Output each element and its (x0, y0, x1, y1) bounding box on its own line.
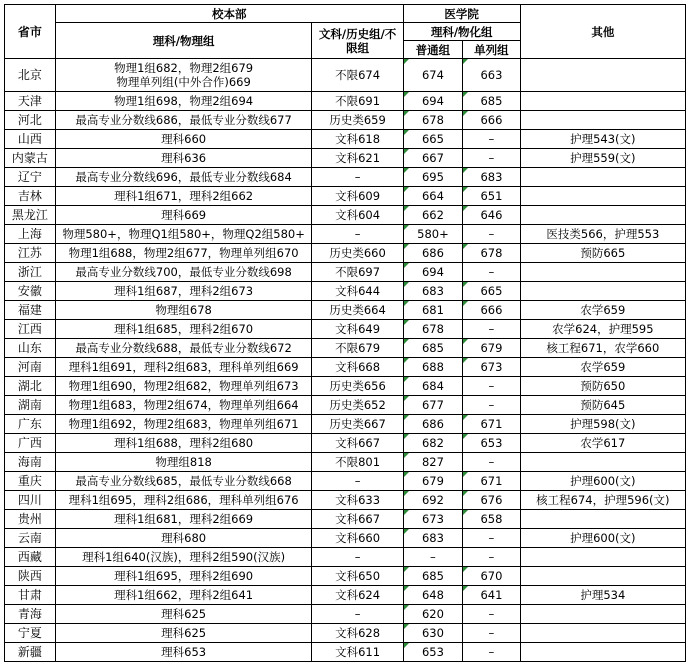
school-liberal-cell: 文科604 (312, 206, 403, 225)
table-row (5, 282, 686, 301)
med-regular-cell: 630 (403, 624, 462, 643)
province-cell: 内蒙古 (5, 149, 56, 168)
school-liberal-cell: 文科668 (312, 358, 403, 377)
other-cell: 农学659 (520, 358, 685, 377)
school-liberal-cell: 文科650 (312, 567, 403, 586)
med-single-cell: 685 (463, 92, 521, 111)
med-regular-cell: 620 (403, 605, 462, 624)
med-regular-cell: 665 (403, 130, 462, 149)
med-regular-cell: 682 (403, 434, 462, 453)
table-row (5, 453, 686, 472)
med-regular-cell: 684 (403, 377, 462, 396)
med-regular-cell: 662 (403, 206, 462, 225)
med-regular-cell: 674 (403, 59, 462, 92)
school-science-cell: 理科680 (55, 529, 312, 548)
med-single-cell: 673 (463, 358, 521, 377)
school-liberal-cell: 文科660 (312, 529, 403, 548)
other-cell: 护理600(文) (520, 472, 685, 491)
school-liberal-cell: 历史类660 (312, 244, 403, 263)
province-cell: 湖南 (5, 396, 56, 415)
med-single-cell: – (463, 377, 521, 396)
table-row (5, 605, 686, 624)
med-regular-cell: 673 (403, 510, 462, 529)
table-row (5, 130, 686, 149)
school-liberal-cell: 历史类667 (312, 415, 403, 434)
province-cell: 广东 (5, 415, 56, 434)
province-cell: 重庆 (5, 472, 56, 491)
school-science-cell: 理科1组685，理科2组670 (55, 320, 312, 339)
province-cell: 云南 (5, 529, 56, 548)
other-cell: 核工程671，农学660 (520, 339, 685, 358)
table-row (5, 377, 686, 396)
header-med-sub: 理科/物化组 (403, 23, 520, 41)
med-single-cell: – (463, 624, 521, 643)
table-row (5, 320, 686, 339)
province-cell: 山西 (5, 130, 56, 149)
header-school-liberal: 文科/历史组/不限组 (312, 23, 403, 59)
school-science-cell: 最高专业分数线696，最低专业分数线684 (55, 168, 312, 187)
med-single-cell: – (463, 320, 521, 339)
med-single-cell: 666 (463, 301, 521, 320)
header-school-science: 理科/物理组 (55, 23, 312, 59)
other-cell (520, 187, 685, 206)
province-cell: 广西 (5, 434, 56, 453)
province-cell: 辽宁 (5, 168, 56, 187)
table-row (5, 301, 686, 320)
table-row (5, 548, 686, 567)
school-science-cell: 最高专业分数线688，最低专业分数线672 (55, 339, 312, 358)
med-single-cell: 666 (463, 111, 521, 130)
med-regular-cell: 580+ (403, 225, 462, 244)
med-single-cell: 671 (463, 415, 521, 434)
table-row (5, 168, 686, 187)
school-liberal-cell: 文科618 (312, 130, 403, 149)
other-cell (520, 111, 685, 130)
med-single-cell: – (463, 605, 521, 624)
school-liberal-cell: – (312, 605, 403, 624)
header-med-group: 医学院 (403, 5, 520, 23)
school-science-cell: 最高专业分数线700，最低专业分数线698 (55, 263, 312, 282)
school-science-cell: 理科1组695，理科2组690 (55, 567, 312, 586)
other-cell (520, 263, 685, 282)
other-cell: 护理559(文) (520, 149, 685, 168)
med-single-cell: 670 (463, 567, 521, 586)
school-science-cell: 物理1组688，物理2组677，物理单列组670 (55, 244, 312, 263)
province-cell: 黑龙江 (5, 206, 56, 225)
province-cell: 湖北 (5, 377, 56, 396)
med-single-cell: – (463, 263, 521, 282)
table-row (5, 529, 686, 548)
province-cell: 上海 (5, 225, 56, 244)
other-cell: 护理598(文) (520, 415, 685, 434)
med-single-cell: – (463, 643, 521, 662)
other-cell: 护理543(文) (520, 130, 685, 149)
school-liberal-cell: 不限679 (312, 339, 403, 358)
school-science-cell: 理科625 (55, 624, 312, 643)
other-cell: 预防645 (520, 396, 685, 415)
province-cell: 甘肃 (5, 586, 56, 605)
province-cell: 安徽 (5, 282, 56, 301)
school-liberal-cell: 文科628 (312, 624, 403, 643)
med-regular-cell: 695 (403, 168, 462, 187)
med-single-cell: 683 (463, 168, 521, 187)
province-cell: 江西 (5, 320, 56, 339)
other-cell (520, 567, 685, 586)
province-cell: 福建 (5, 301, 56, 320)
table-row (5, 510, 686, 529)
school-liberal-cell: 文科649 (312, 320, 403, 339)
school-science-cell: 物理1组692，物理2组683，物理单列组671 (55, 415, 312, 434)
score-table (4, 4, 686, 662)
med-regular-cell: 694 (403, 92, 462, 111)
other-cell: 医技类566，护理553 (520, 225, 685, 244)
province-cell: 浙江 (5, 263, 56, 282)
table-row (5, 59, 686, 92)
med-regular-cell: 686 (403, 244, 462, 263)
med-regular-cell: 677 (403, 396, 462, 415)
school-liberal-cell: 文科621 (312, 149, 403, 168)
province-cell: 河南 (5, 358, 56, 377)
school-science-cell: 理科660 (55, 130, 312, 149)
table-row (5, 624, 686, 643)
med-single-cell: – (463, 396, 521, 415)
school-liberal-cell: 文科611 (312, 643, 403, 662)
school-science-cell: 最高专业分数线686，最低专业分数线677 (55, 111, 312, 130)
other-cell (520, 605, 685, 624)
school-science-cell: 理科625 (55, 605, 312, 624)
other-cell: 农学659 (520, 301, 685, 320)
med-regular-cell: 685 (403, 567, 462, 586)
table-row (5, 358, 686, 377)
school-science-cell: 理科1组695，理科2组686，理科单列组676 (55, 491, 312, 510)
school-liberal-cell: 历史类656 (312, 377, 403, 396)
med-regular-cell: 678 (403, 111, 462, 130)
table-row (5, 415, 686, 434)
school-liberal-cell: 不限674 (312, 59, 403, 92)
table-row (5, 567, 686, 586)
school-liberal-cell: – (312, 225, 403, 244)
province-cell: 吉林 (5, 187, 56, 206)
table-row (5, 263, 686, 282)
med-regular-cell: 683 (403, 282, 462, 301)
school-liberal-cell: 不限691 (312, 92, 403, 111)
school-liberal-cell: 不限801 (312, 453, 403, 472)
med-regular-cell: 667 (403, 149, 462, 168)
school-science-cell: 物理组818 (55, 453, 312, 472)
province-cell: 海南 (5, 453, 56, 472)
med-regular-cell: 688 (403, 358, 462, 377)
med-single-cell: – (463, 225, 521, 244)
other-cell: 护理534 (520, 586, 685, 605)
table-row (5, 149, 686, 168)
school-science-cell: 理科1组688，理科2组680 (55, 434, 312, 453)
med-regular-cell: 686 (403, 415, 462, 434)
other-cell (520, 548, 685, 567)
med-regular-cell: 664 (403, 187, 462, 206)
med-single-cell: – (463, 548, 521, 567)
school-science-cell: 理科636 (55, 149, 312, 168)
school-liberal-cell: – (312, 548, 403, 567)
other-cell: 预防650 (520, 377, 685, 396)
province-cell: 山东 (5, 339, 56, 358)
med-regular-cell: 683 (403, 529, 462, 548)
other-cell: 农学617 (520, 434, 685, 453)
table-row (5, 339, 686, 358)
school-liberal-cell: 文科667 (312, 510, 403, 529)
school-liberal-cell: 历史类664 (312, 301, 403, 320)
school-science-cell: 理科1组691，理科2组683，理科单列组669 (55, 358, 312, 377)
med-regular-cell: 694 (403, 263, 462, 282)
table-row (5, 92, 686, 111)
med-single-cell: – (463, 529, 521, 548)
med-single-cell: 658 (463, 510, 521, 529)
med-regular-cell: 685 (403, 339, 462, 358)
med-single-cell: 671 (463, 472, 521, 491)
school-science-cell: 理科1组662，理科2组641 (55, 586, 312, 605)
table-row (5, 586, 686, 605)
med-single-cell: 641 (463, 586, 521, 605)
med-single-cell: 676 (463, 491, 521, 510)
other-cell (520, 92, 685, 111)
school-science-cell: 理科1组681，理科2组669 (55, 510, 312, 529)
other-cell: 核工程674，护理596(文) (520, 491, 685, 510)
school-science-cell: 物理组678 (55, 301, 312, 320)
school-liberal-cell: – (312, 472, 403, 491)
other-cell (520, 282, 685, 301)
school-liberal-cell: 文科609 (312, 187, 403, 206)
other-cell (520, 643, 685, 662)
table-row (5, 206, 686, 225)
school-liberal-cell: 不限697 (312, 263, 403, 282)
header-med-single: 单列组 (463, 41, 521, 59)
med-single-cell: 678 (463, 244, 521, 263)
other-cell: 预防665 (520, 244, 685, 263)
school-liberal-cell: 文科633 (312, 491, 403, 510)
province-cell: 江苏 (5, 244, 56, 263)
province-cell: 北京 (5, 59, 56, 92)
med-single-cell: 646 (463, 206, 521, 225)
header-med-regular: 普通组 (403, 41, 462, 59)
table-row (5, 472, 686, 491)
table-row (5, 225, 686, 244)
province-cell: 陕西 (5, 567, 56, 586)
province-cell: 青海 (5, 605, 56, 624)
med-regular-cell: 653 (403, 643, 462, 662)
other-cell (520, 168, 685, 187)
other-cell (520, 453, 685, 472)
med-single-cell: – (463, 130, 521, 149)
school-liberal-cell: 文科624 (312, 586, 403, 605)
province-cell: 河北 (5, 111, 56, 130)
med-single-cell: – (463, 453, 521, 472)
school-liberal-cell: 文科644 (312, 282, 403, 301)
other-cell (520, 59, 685, 92)
other-cell (520, 206, 685, 225)
med-single-cell: 653 (463, 434, 521, 453)
school-science-cell: 理科1组687，理科2组673 (55, 282, 312, 301)
school-science-cell: 物理580+，物理Q1组580+，物理Q2组580+ (55, 225, 312, 244)
school-science-cell: 物理1组682，物理2组679 物理单列组(中外合作)669 (55, 59, 312, 92)
school-science-cell: 理科1组671，理科2组662 (55, 187, 312, 206)
med-single-cell: – (463, 149, 521, 168)
header-province: 省市 (5, 5, 56, 59)
school-science-cell: 物理1组690，物理2组682，物理单列组673 (55, 377, 312, 396)
province-cell: 宁夏 (5, 624, 56, 643)
other-cell: 农学624，护理595 (520, 320, 685, 339)
school-science-cell: 物理1组683，物理2组674，物理单列组664 (55, 396, 312, 415)
table-row (5, 643, 686, 662)
header-other: 其他 (520, 5, 685, 59)
med-regular-cell: – (403, 548, 462, 567)
other-cell (520, 624, 685, 643)
province-cell: 天津 (5, 92, 56, 111)
med-single-cell: 679 (463, 339, 521, 358)
header-school-group: 校本部 (55, 5, 403, 23)
table-row (5, 244, 686, 263)
table-row (5, 396, 686, 415)
med-regular-cell: 679 (403, 472, 462, 491)
school-science-cell: 理科1组640(汉族)，理科2组590(汉族) (55, 548, 312, 567)
province-cell: 贵州 (5, 510, 56, 529)
table-row (5, 187, 686, 206)
school-liberal-cell: 历史类652 (312, 396, 403, 415)
school-science-cell: 理科653 (55, 643, 312, 662)
school-science-cell: 理科669 (55, 206, 312, 225)
table-row (5, 111, 686, 130)
school-science-cell: 最高专业分数线685，最低专业分数线668 (55, 472, 312, 491)
med-single-cell: 663 (463, 59, 521, 92)
province-cell: 新疆 (5, 643, 56, 662)
school-liberal-cell: 历史类659 (312, 111, 403, 130)
med-regular-cell: 681 (403, 301, 462, 320)
med-regular-cell: 678 (403, 320, 462, 339)
other-cell: 护理600(文) (520, 529, 685, 548)
school-science-cell: 物理1组698，物理2组694 (55, 92, 312, 111)
province-cell: 西藏 (5, 548, 56, 567)
school-liberal-cell: – (312, 168, 403, 187)
other-cell (520, 510, 685, 529)
table-row (5, 491, 686, 510)
med-regular-cell: 648 (403, 586, 462, 605)
med-single-cell: 651 (463, 187, 521, 206)
med-single-cell: 665 (463, 282, 521, 301)
med-regular-cell: 692 (403, 491, 462, 510)
med-regular-cell: 827 (403, 453, 462, 472)
table-row (5, 434, 686, 453)
province-cell: 四川 (5, 491, 56, 510)
school-liberal-cell: 文科667 (312, 434, 403, 453)
